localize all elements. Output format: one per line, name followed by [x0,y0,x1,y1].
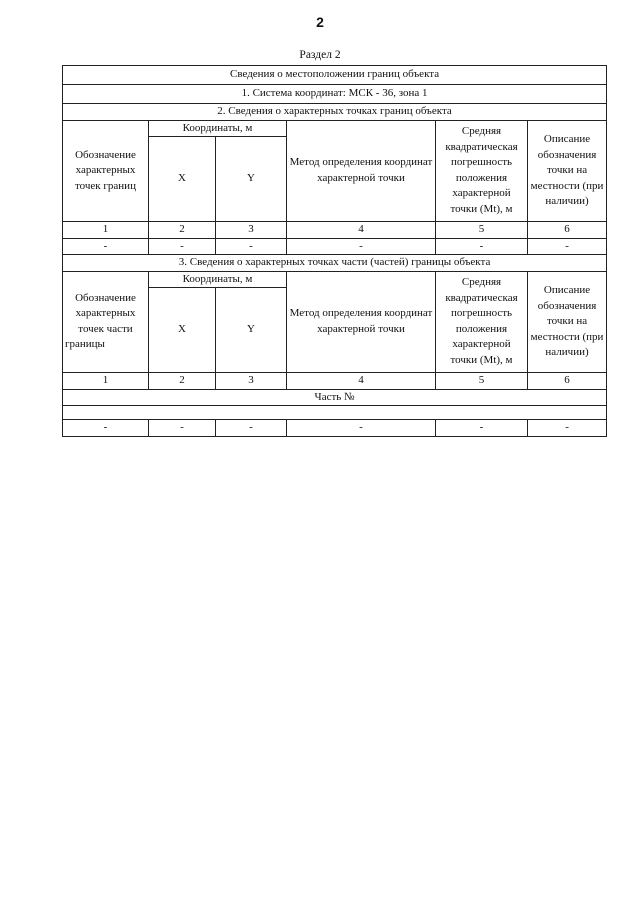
table-cell: - [216,238,287,255]
block2-heading: 3. Сведения о характерных точках части (частей) границы объекта [63,255,607,272]
block1-col-description: Описание обозначения точки на местности (при наличии) [528,120,607,222]
block1-col-y: Y [216,137,287,222]
block2-col-x: X [149,288,216,373]
block1-col-point: Обозначение характерных точек границ [63,120,149,222]
table-row [63,420,607,437]
section-label: Раздел 2 [299,49,341,61]
block1-num-cell: 3 [216,222,287,239]
block2-col-y: Y [216,288,287,373]
table-cell: - [63,238,149,255]
block2-num-cell: 3 [216,373,287,390]
table-title: Сведения о местоположении границ объекта [63,66,607,85]
block1-col-method: Метод определения координат характерной точки [287,120,436,222]
coord-system-row [63,85,607,104]
block1-num-cell: 2 [149,222,216,239]
block1-col-error: Средняя квадратическая погрешность положения характерной точки (Mt), м [436,120,528,222]
table-cell: - [287,238,436,255]
table-cell: - [436,238,528,255]
block1-heading: 2. Сведения о характерных точках границ объекта [63,104,607,121]
block2-heading-row [63,255,607,272]
block2-col-error: Средняя квадратическая погрешность положения характерной точки (Mt), м [436,271,528,373]
block2-col-description: Описание обозначения точки на местности (при наличии) [528,271,607,373]
empty-row [63,406,607,420]
block2-col-method: Метод определения координат характерной точки [287,271,436,373]
table-cell: - [436,420,528,437]
block2-num-cell: 4 [287,373,436,390]
block2-num-cell: 5 [436,373,528,390]
table-row [63,238,607,255]
block1-col-coords: Координаты, м [149,120,287,137]
block2-col-point: Обозначение характерных точек части границы [63,271,149,373]
block1-numbers-row [63,222,607,239]
coord-system: 1. Система координат: МСК - 36, зона 1 [63,85,607,104]
part-label: Часть № [63,389,607,406]
table-cell: - [216,420,287,437]
table-cell: - [63,420,149,437]
block1-num-cell: 6 [528,222,607,239]
table-cell: - [287,420,436,437]
block1-num-cell: 5 [436,222,528,239]
block2-num-cell: 6 [528,373,607,390]
block2-num-cell: 1 [63,373,149,390]
block2-numbers-row [63,373,607,390]
part-label-row [63,389,607,406]
table-cell: - [149,238,216,255]
block1-header-row [63,120,607,137]
block2-col-coords: Координаты, м [149,271,287,288]
block2-num-cell: 2 [149,373,216,390]
table-cell: - [528,420,607,437]
table-cell: - [149,420,216,437]
table-cell: - [528,238,607,255]
page-number: 2 [316,14,324,30]
block1-heading-row [63,104,607,121]
block1-num-cell: 1 [63,222,149,239]
block1-num-cell: 4 [287,222,436,239]
block2-header-row [63,271,607,288]
spacer-row [63,406,607,420]
block1-col-x: X [149,137,216,222]
table-title-row [63,66,607,85]
boundary-location-table [62,65,607,437]
